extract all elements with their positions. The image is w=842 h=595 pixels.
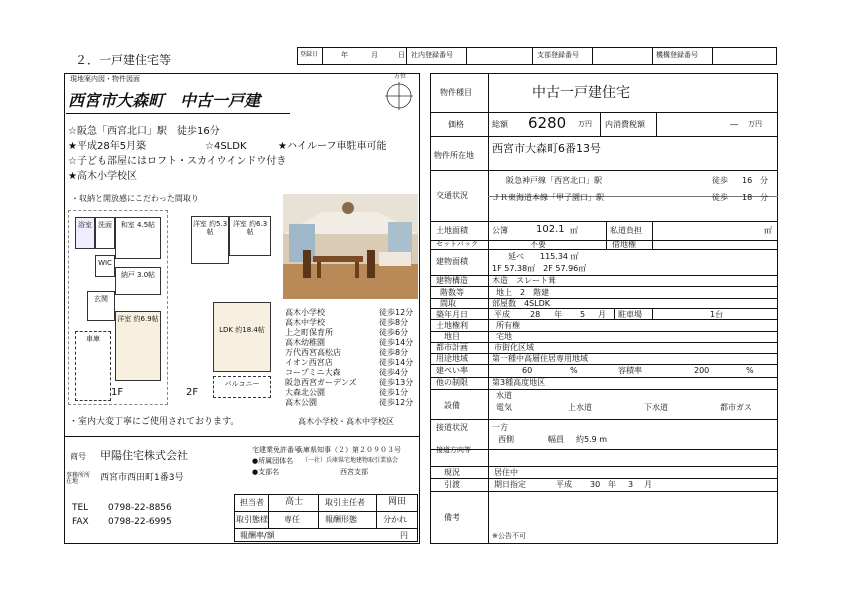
coverage-value: 60 [522, 366, 533, 375]
water-supply: 上水道 [568, 403, 592, 412]
company-reg-label: 社内登録番号 [411, 51, 453, 59]
land-area-value: 102.1 [536, 224, 565, 235]
built-label: 築年月日 [436, 310, 468, 319]
room-ldk: LDK 約18.4帖 [213, 302, 271, 372]
facility-dist: 徒歩12分 [379, 398, 414, 407]
assoc-value: （一社）兵庫県宅地建物取引業協会 [302, 457, 399, 464]
layout-label: 間取 [440, 299, 456, 308]
handover-year-unit: 年 [608, 480, 616, 489]
price-total-label: 総額 [492, 120, 508, 129]
elec-label: 電気 [496, 403, 512, 412]
flyer-title: 西宮市大森町 中古一戸建 [68, 91, 261, 110]
handover-month: 3 [628, 480, 634, 489]
land-area-unit: ㎡ [570, 226, 578, 235]
remarks-value: ※公告不可 [492, 532, 526, 540]
current-label: 現況 [444, 468, 460, 477]
facility-dist: 徒歩1分 [379, 388, 409, 397]
facility-name: 高木公園 [285, 398, 317, 407]
facility-dist: 徒歩12分 [379, 308, 414, 317]
sewer: 下水道 [644, 403, 668, 412]
floorplan-1f [68, 210, 168, 405]
building-total: 115.34 ㎡ [540, 252, 579, 261]
zoning-label: 用途地域 [436, 354, 468, 363]
person-value: 高士 [285, 497, 304, 507]
school-district: 高木小学校・高木中学校区 [298, 417, 394, 426]
remarks-label: 備考 [444, 513, 460, 522]
layout-value: 部屋数 4SLDK [492, 299, 551, 308]
far-unit: % [746, 366, 754, 375]
room-western-2f-a: 洋室 約5.3帖 [191, 216, 229, 264]
transport-line-1: 阪急神戸線「西宮北口」駅 [506, 176, 602, 185]
road-label: 接道状況 [436, 423, 468, 432]
feature-2: ★平成28年5月築 [68, 141, 147, 152]
tax-value: ― [730, 120, 738, 129]
built-year: 28 [530, 310, 541, 319]
road-side: 一方 [492, 423, 508, 432]
month-label: 月 [371, 51, 378, 59]
land-right-label: 土地権利 [436, 321, 468, 330]
facility-dist: 徒歩14分 [379, 338, 414, 347]
land-cat-label: 地目 [444, 332, 460, 341]
price-label: 価格 [448, 120, 464, 129]
room-storage: 納戸 3.0帖 [115, 267, 161, 295]
facility-name: 高木中学校 [285, 318, 325, 327]
manager-label: 取引主任者 [325, 498, 365, 507]
built-year-unit: 年 [554, 310, 562, 319]
building-total-label: 延べ [508, 252, 524, 261]
gas: 都市ガス [720, 403, 752, 412]
tel-label: TEL [72, 503, 89, 513]
facility-dist: 徒歩13分 [379, 378, 414, 387]
transport-min-2: 18 [742, 193, 753, 202]
facility-name: 大森北公園 [285, 388, 325, 397]
far-label: 容積率 [618, 366, 642, 375]
assoc-label: ●所属団体名 [252, 457, 294, 465]
branch-value: 西宮支部 [340, 468, 368, 476]
setback-value: 不要 [530, 240, 546, 249]
transport-walk-2: 徒歩 [712, 193, 728, 202]
transport-label: 交通状況 [436, 191, 468, 200]
facility-name: 高木小学校 [285, 308, 325, 317]
compass [380, 74, 418, 112]
private-road-label: 私道負担 [610, 226, 642, 235]
type-value: 中古一戸建住宅 [532, 85, 630, 101]
interior-note: ・室内大変丁寧にご使用されております。 [69, 417, 240, 427]
floorplan-2f [187, 212, 277, 407]
road-width: 約5.9 m [576, 435, 608, 444]
floorplan-caption: ・収納と開放感にこだわった間取り [71, 194, 199, 203]
city-plan-label: 都市計画 [436, 343, 468, 352]
coverage-unit: % [570, 366, 578, 375]
setback-label: セットバック [436, 240, 478, 248]
handover-era: 平成 [556, 480, 572, 489]
company-name: 甲陽住宅株式会社 [100, 449, 188, 462]
location-label: 物件所在地 [434, 151, 474, 160]
facilities-label: 設備 [444, 401, 460, 410]
far-value: 200 [694, 366, 710, 375]
handover-year: 30 [590, 480, 601, 489]
guide-label: 現地案内図・物件図面 [70, 75, 140, 83]
transport-unit-1: 分 [760, 176, 768, 185]
road-width-label: 幅員 [548, 435, 564, 444]
built-era: 平成 [494, 310, 510, 319]
tel-number: 0798-22-8856 [108, 503, 172, 513]
price-value: 6280 [528, 114, 567, 132]
day-label: 日 [398, 51, 405, 59]
parking-label: 駐車場 [618, 310, 642, 319]
transport-walk-1: 徒歩 [712, 176, 728, 185]
handover-value: 期日指定 [494, 480, 526, 489]
feature-1: ☆阪急「西宮北口」駅 徒歩16分 [68, 126, 220, 137]
price-unit: 万円 [578, 120, 592, 128]
floor-label-1f: 1F [111, 387, 124, 398]
road-dir: 西側 [498, 435, 514, 444]
compass-icon [380, 74, 418, 112]
room-garage: 車庫 [75, 331, 111, 401]
fax-number: 0798-22-6995 [108, 517, 172, 527]
transport-line-2: ＪＲ東海道本線「甲子園口」駅 [492, 193, 604, 202]
other-limit-value: 第3種高度地区 [492, 378, 546, 387]
section-heading: ２．一戸建住宅等 [75, 53, 172, 67]
deal-form-value: 専任 [284, 515, 300, 524]
floors-value: 地上 2 階建 [496, 288, 550, 297]
branch-label: ●支部名 [252, 468, 280, 476]
fee-amount-label: 報酬率/額 [240, 531, 275, 540]
other-limit-label: 他の制限 [436, 378, 468, 387]
manager-value: 岡田 [388, 497, 407, 507]
road-dir-label: 接道方向等 [436, 446, 471, 454]
handover-label: 引渡 [444, 480, 460, 489]
city-plan-value: 市街化区域 [494, 343, 534, 352]
room-washitsu: 和室 4.5帖 [115, 217, 161, 259]
feature-3: ☆4SLDK [205, 141, 247, 152]
facility-name: 阪急西宮ガーデンズ [285, 378, 357, 387]
facility-dist: 徒歩8分 [379, 318, 409, 327]
feature-6: ★高木小学校区 [68, 171, 137, 182]
room-balcony: バルコニー [213, 376, 271, 398]
room-bath: 浴室 [75, 217, 95, 249]
structure-value: 木造 スレート葺 [492, 276, 556, 285]
coverage-label: 建ぺい率 [436, 366, 468, 375]
location-value: 西宮市大森町6番13号 [492, 142, 601, 155]
room-western-1f: 洋室 約6.9帖 [115, 311, 161, 381]
fee-label: 報酬形態 [325, 515, 357, 524]
fax-label: FAX [72, 517, 89, 527]
facility-dist: 徒歩4分 [379, 368, 409, 377]
floors-label: 階数等 [440, 288, 464, 297]
handover-month-unit: 月 [644, 480, 652, 489]
office-address: 西宮市西田町1番3号 [100, 473, 184, 483]
facility-dist: 徒歩6分 [379, 328, 409, 337]
license-value: 兵庫県知事（２）第２０９０３号 [296, 446, 401, 454]
tax-unit: 万円 [748, 120, 762, 128]
parking-value: 1台 [710, 310, 724, 319]
current-value: 居住中 [494, 468, 518, 477]
year-label: 年 [341, 51, 348, 59]
land-area-kind: 公簿 [492, 226, 508, 235]
room-western-2f-b: 洋室 約6.3帖 [229, 216, 271, 256]
office-label: 事務所所在地 [66, 472, 91, 485]
feature-4: ★ハイルーフ車駐車可能 [278, 141, 387, 152]
room-entrance: 玄関 [87, 291, 115, 321]
facility-name: コープミニ大森 [285, 368, 341, 377]
tax-label: 内消費税額 [605, 120, 645, 129]
built-month: 5 [580, 310, 586, 319]
room-wic: WIC [95, 255, 115, 277]
interior-photo-image [283, 194, 418, 299]
fee-value: 分かれ [383, 515, 407, 524]
building-floors: 1F 57.38㎡ 2F 57.96㎡ [492, 264, 587, 273]
branch-reg-label: 支部登録番号 [537, 51, 579, 59]
fee-unit: 円 [400, 531, 408, 540]
facility-dist: 徒歩8分 [379, 348, 409, 357]
zoning-value: 第一種中高層住居専用地域 [492, 354, 588, 363]
land-cat-value: 宅地 [496, 332, 512, 341]
transport-min-1: 16 [742, 176, 753, 185]
private-road-unit: ㎡ [764, 226, 772, 235]
compass-label: 方位 [394, 73, 407, 80]
room-washroom: 洗面 [95, 217, 115, 249]
input-date-label: 登録日 [300, 51, 319, 58]
water-label: 水道 [496, 391, 512, 400]
facility-name: 上之町保育所 [285, 328, 333, 337]
license-label: 宅建業免許番号 [252, 446, 301, 454]
building-area-label: 建物面積 [436, 257, 468, 266]
facility-name: 万代西宮高松店 [285, 348, 341, 357]
transport-unit-2: 分 [760, 193, 768, 202]
company-label: 商号 [70, 452, 86, 461]
land-area-label: 土地面積 [436, 226, 468, 235]
floor-label-2f: 2F [186, 387, 199, 398]
network-reg-label: 機構登録番号 [656, 51, 698, 59]
facility-name: イオン西宮店 [285, 358, 333, 367]
structure-label: 建物構造 [436, 276, 468, 285]
facility-name: 高木幼稚園 [285, 338, 325, 347]
type-label: 物件種目 [440, 88, 472, 97]
facility-dist: 徒歩14分 [379, 358, 414, 367]
deal-form-label: 取引態様 [236, 515, 268, 524]
person-label: 担当者 [240, 498, 264, 507]
land-use-label: 借地権 [612, 240, 636, 249]
land-right-value: 所有権 [496, 321, 520, 330]
built-month-unit: 月 [598, 310, 606, 319]
feature-5: ☆子ども部屋にはロフト・スカイウインドウ付き [68, 156, 287, 167]
interior-photo [283, 194, 418, 299]
